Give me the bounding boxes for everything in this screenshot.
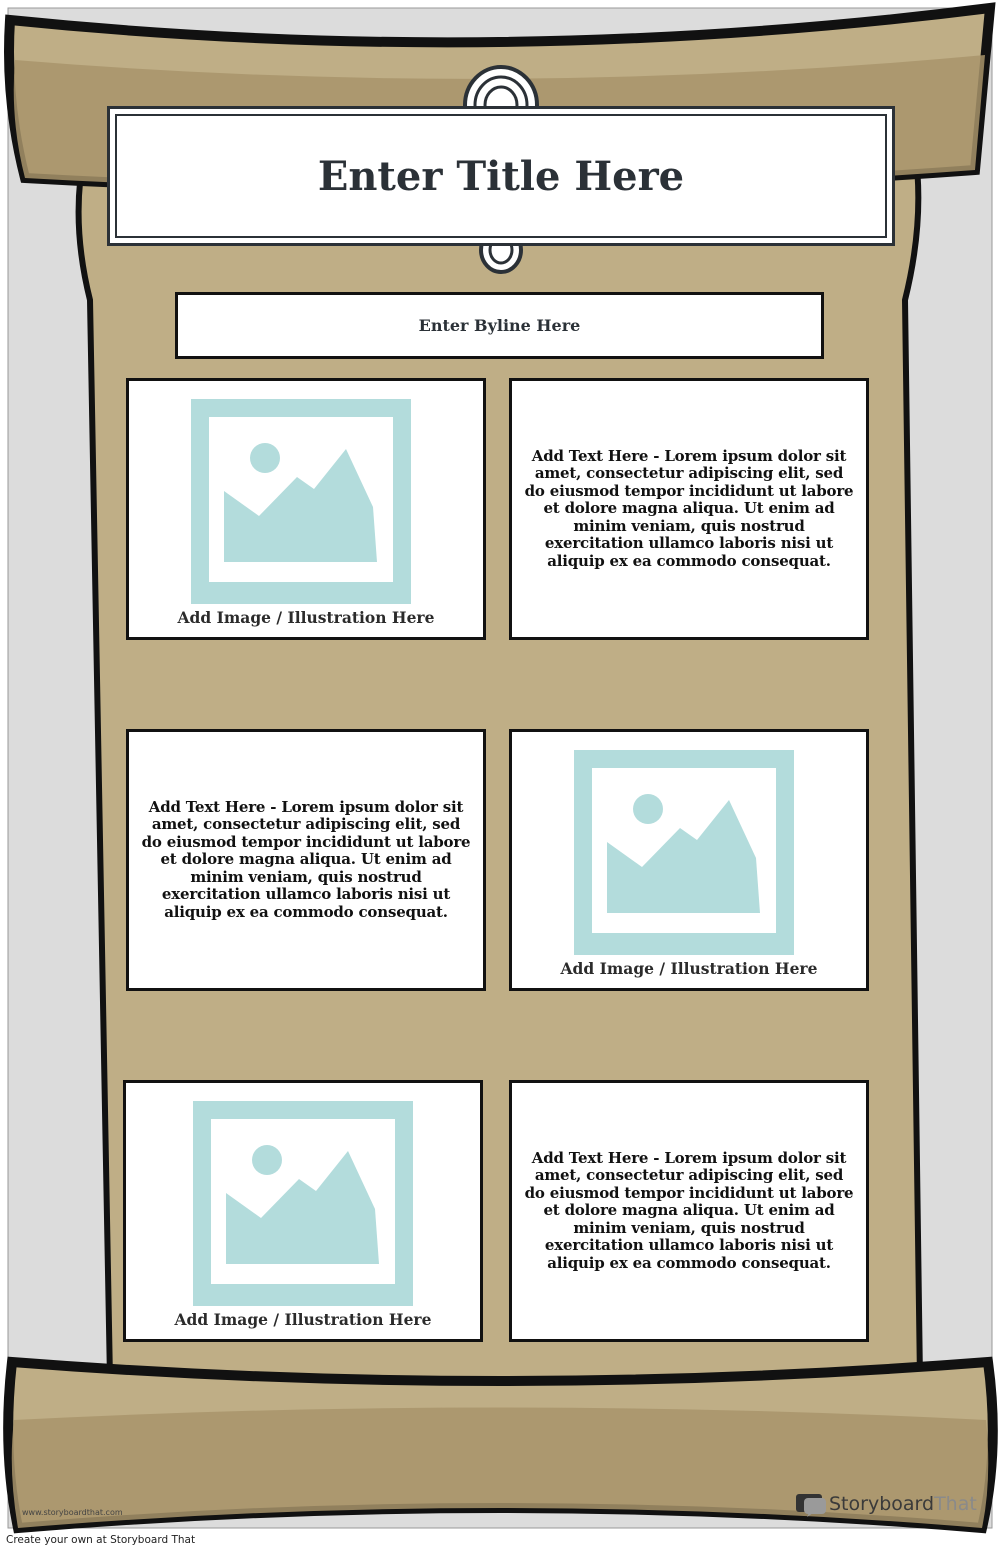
byline: Enter Byline Here: [418, 316, 581, 335]
image-panel[interactable]: [123, 1080, 483, 1342]
watermark-small: www.storyboardthat.com: [22, 1508, 123, 1517]
page-title: Enter Title Here: [317, 152, 685, 200]
text-panel[interactable]: [126, 729, 486, 991]
storyboard-logo-icon: [795, 1491, 829, 1517]
image-placeholder-icon: [574, 750, 794, 955]
image-panel[interactable]: [126, 378, 486, 640]
storyboard-brand[interactable]: [795, 1489, 980, 1519]
panel-body-text: Add Text Here - Lorem ipsum dolor sit amet, consectetur adipiscing elit, sed do eiusmod tempor incididunt ut labore et dolore magna aliqua. Ut enim ad minim veniam, quis nostrud exercitation ullamco laboris nisi ut aliquip ex ea commodo consequat.: [141, 797, 471, 921]
panel-body-text: Add Text Here - Lorem ipsum dolor sit amet, consectetur adipiscing elit, sed do eiusmod tempor incididunt ut labore et dolore magna aliqua. Ut enim ad minim veniam, quis nostrud exercitation ullamco laboris nisi ut aliquip ex ea commodo consequat.: [524, 446, 854, 570]
image-caption: Add Image / Illustration Here: [177, 608, 435, 627]
image-caption: Add Image / Illustration Here: [560, 959, 818, 978]
title-box[interactable]: [107, 106, 895, 246]
image-panel[interactable]: [509, 729, 869, 991]
image-placeholder-icon: [191, 399, 411, 604]
footer-credit: Create your own at Storyboard That: [6, 1534, 196, 1546]
text-panel[interactable]: [509, 1080, 869, 1342]
brand-primary: Storyboard: [829, 1493, 935, 1515]
brand-secondary: That: [934, 1493, 977, 1515]
panel-body-text: Add Text Here - Lorem ipsum dolor sit amet, consectetur adipiscing elit, sed do eiusmod tempor incididunt ut labore et dolore magna aliqua. Ut enim ad minim veniam, quis nostrud exercitation ullamco laboris nisi ut aliquip ex ea commodo consequat.: [524, 1148, 854, 1272]
image-placeholder-icon: [193, 1101, 413, 1306]
byline-box[interactable]: [175, 292, 824, 359]
title-inner-frame: [115, 114, 887, 238]
image-caption: Add Image / Illustration Here: [174, 1310, 432, 1329]
text-panel[interactable]: [509, 378, 869, 640]
